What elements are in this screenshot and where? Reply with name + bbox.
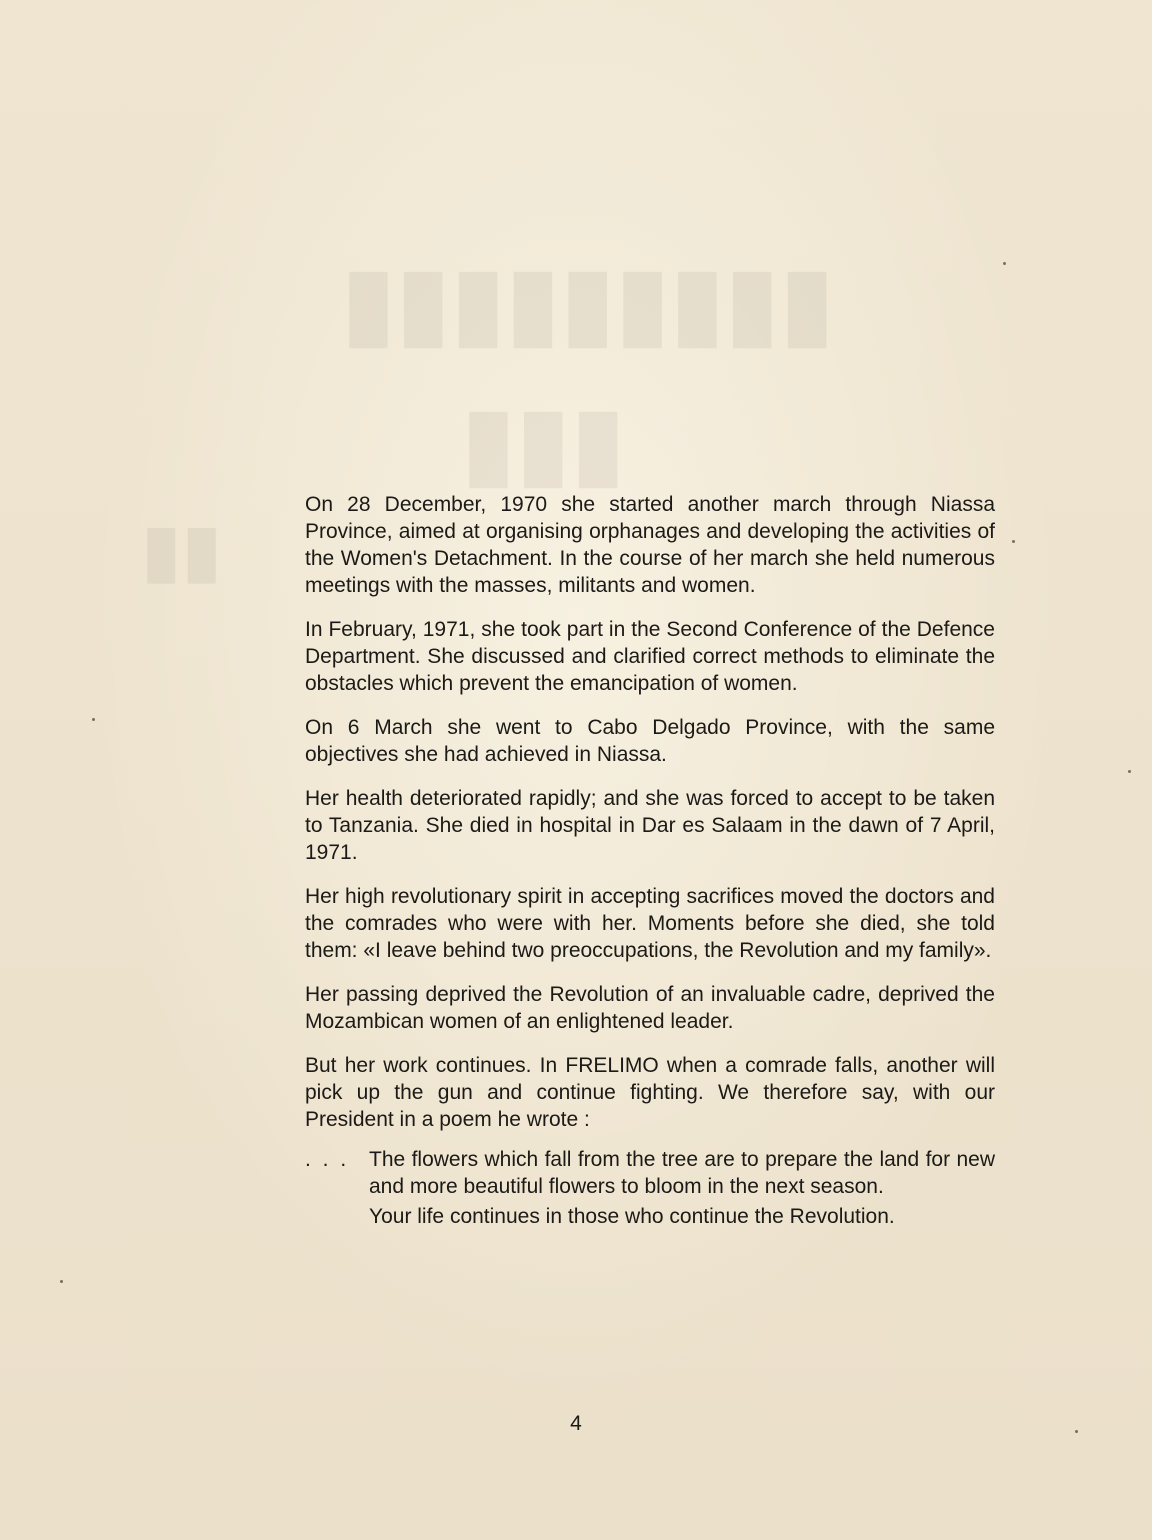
paragraph-2: In February, 1971, she took part in the Second Conference of the Defence Department. She discussed and clarified correct methods to eliminate the obstacles which prevent the emancipation of women.: [305, 618, 995, 695]
poem-line-2: Your life continues in those who continue the Revolution.: [369, 1205, 895, 1228]
poem-lines: [369, 1146, 995, 1233]
paper-speck: [60, 1280, 63, 1283]
paper-speck: [92, 718, 95, 721]
paper-speck: [1003, 262, 1006, 265]
bleed-through-decoration: ▮▮: [140, 511, 222, 589]
bleed-through-decoration: ▮▮▮▮▮▮▮▮▮: [340, 249, 834, 356]
paper-speck: [1012, 540, 1015, 543]
paragraph-5: Her high revolutionary spirit in accepting sacrifices moved the doctors and the comrades who were with her. Moments before she died, she told them: «I leave behind two preoccupations, the Revolution and my family».: [305, 885, 995, 962]
paragraph-4: Her health deteriorated rapidly; and she was forced to accept to be taken to Tanzania. She died in hospital in Dar es Salaam in the dawn of 7 April, 1971.: [305, 787, 995, 864]
paragraph-7: But her work continues. In FRELIMO when a comrade falls, another will pick up the gun and continue fighting. We therefore say, with our President in a poem he wrote :: [305, 1054, 995, 1131]
paragraph-3: On 6 March she went to Cabo Delgado Province, with the same objectives she had achieved in Niassa.: [305, 716, 995, 766]
paragraph-1: On 28 December, 1970 she started another march through Niassa Province, aimed at organising orphanages and developing the activities of the Women's Detachment. In the course of her march she held numerous meetings with the masses, militants and women.: [305, 493, 995, 597]
page-number: 4: [570, 1412, 582, 1435]
poem-quote: [305, 1146, 995, 1233]
poem-ellipsis: . . .: [305, 1148, 350, 1171]
bleed-through-decoration: ▮▮▮: [460, 389, 625, 496]
paragraph-6: Her passing deprived the Revolution of an invaluable cadre, deprived the Mozambican women of an enlightened leader.: [305, 983, 995, 1033]
body-text: [305, 491, 995, 1233]
paper-speck: [1128, 770, 1131, 773]
poem-line-1: The flowers which fall from the tree are to prepare the land for new and more beautiful flowers to bloom in the next season.: [369, 1148, 995, 1198]
